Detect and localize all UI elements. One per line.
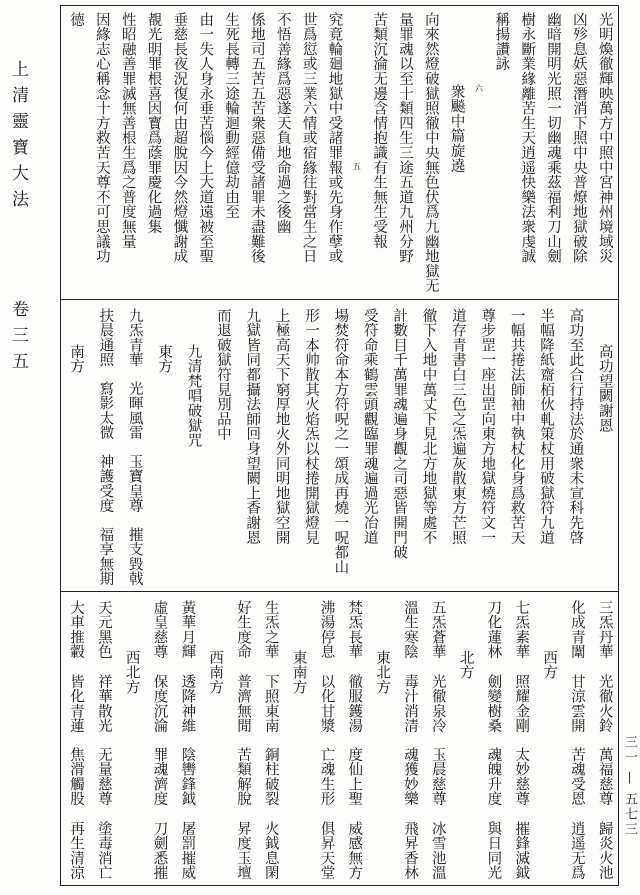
- verse-column: [97, 308, 112, 586]
- verse-phrase: 銅柱破裂: [262, 747, 279, 807]
- text-column: 受符命乘鶴雲頭觀臨罪魂遍過光冶道: [361, 308, 378, 545]
- volume-label: 卷三五: [8, 300, 28, 378]
- text-column: 徹下入地中萬丈下見北方地獄等處不: [420, 308, 437, 545]
- verse-phrase: 塗毒消亡: [95, 820, 112, 880]
- verse-column: [569, 600, 584, 880]
- section-mark: 五: [352, 162, 362, 170]
- page-number: 三一 — 五七三: [622, 735, 637, 838]
- verse-phrase: 玉晨慈尊: [429, 747, 446, 807]
- verse-column: [430, 600, 445, 880]
- verse-column: [127, 308, 142, 586]
- verse-phrase: 普濟無閒: [234, 673, 251, 733]
- text-column: 覩光明罪根喜因寳爲蔭罪慶化過集: [145, 12, 162, 234]
- verse-phrase: 光徹火鈴: [596, 673, 613, 733]
- verse-column: [151, 600, 166, 880]
- verse-phrase: 苦類解脫: [234, 747, 251, 807]
- verse-phrase: 摧鋒滅鉞: [513, 820, 530, 880]
- verse-phrase: 苦魂受恩: [568, 747, 585, 807]
- register-divider: [61, 299, 618, 300]
- text-column: 道存青書白三色之炁遍灰散東方芒照: [449, 308, 466, 545]
- verse-phrase: 化成青闈: [568, 600, 585, 660]
- text-column: 究竟輪廻地獄中受諸罪報或先身作孽或: [326, 12, 343, 264]
- section-heading: 西方: [541, 650, 558, 680]
- verse-phrase: 三炁丹華: [596, 600, 613, 660]
- text-column: 而退破獄符見別品中: [214, 308, 231, 442]
- verse-phrase: 罪魂濟度: [151, 747, 168, 807]
- verse-column: [235, 600, 250, 880]
- text-column: 光明煥徹輝映萬方中照中宮神州境域災: [596, 12, 613, 264]
- verse-phrase: 黃華月輝: [179, 600, 196, 660]
- verse-phrase: 寫影太微: [97, 380, 114, 441]
- text-column: 量罪魂以至十類四生三途五道九州分野: [396, 12, 413, 264]
- section-heading: 北方: [457, 650, 474, 680]
- verse-column: [318, 600, 333, 880]
- text-column: 形一本帅散其火焰炁以杖捲開獄燈見: [303, 308, 319, 545]
- verse-phrase: 天元黑色: [95, 600, 112, 660]
- verse-phrase: 逍遥无爲: [568, 820, 585, 880]
- verse-phrase: 萬福慈尊: [596, 747, 613, 807]
- verse-phrase: 以化甘漿: [318, 673, 335, 733]
- verse-phrase: 與日同光: [485, 820, 502, 880]
- verse-phrase: 魂魄升度: [485, 747, 502, 807]
- upper-register: [68, 12, 612, 295]
- verse-column: [346, 600, 361, 880]
- verse-column: [513, 600, 528, 880]
- verse-phrase: 甘涼雲開: [568, 673, 585, 733]
- verse-phrase: 度仙上聖: [346, 747, 363, 807]
- text-column: 德: [68, 12, 84, 27]
- section-heading: 九清梵唱破獄咒: [185, 344, 202, 448]
- verse-phrase: 扶晨通照: [97, 308, 114, 368]
- verse-phrase: 威感無方: [346, 820, 363, 880]
- section-mark: 六: [474, 84, 484, 92]
- text-column: 向來然燈破獄照徹中央無色伏爲九幽地獄无: [422, 12, 439, 294]
- verse-phrase: 飛昇香林: [401, 820, 418, 880]
- verse-phrase: 梵炁長華: [346, 600, 363, 660]
- verse-column: [402, 600, 417, 880]
- verse-phrase: 透降神維: [179, 673, 196, 733]
- verse-phrase: 焦滑觸股: [68, 747, 84, 807]
- verse-column: [179, 600, 194, 880]
- verse-phrase: 徹服鑊湯: [346, 673, 363, 733]
- verse-phrase: 保度沉淪: [151, 673, 168, 733]
- section-heading: 東北方: [374, 650, 391, 695]
- section-heading: 東方: [156, 344, 173, 374]
- text-column: 不悟善緣爲惡遂天負地命過之後幽: [274, 12, 291, 234]
- text-column: 凶殄息妖惡潛消下照中央普燎地獄破除: [570, 12, 587, 264]
- verse-phrase: 魂獲妙樂: [401, 747, 418, 807]
- verse-phrase: 好生度命: [234, 600, 251, 660]
- middle-register: [68, 308, 612, 586]
- verse-phrase: 屠罰摧威: [179, 820, 196, 880]
- verse-phrase: 沸湯停息: [318, 600, 335, 660]
- verse-phrase: 五炁蒼華: [429, 600, 446, 660]
- verse-phrase: 生炁之華: [262, 600, 279, 660]
- verse-phrase: 劍變樹桑: [485, 673, 502, 733]
- text-column: 尊步罡一座出罡向東方地獄燒符文一: [479, 308, 496, 545]
- verse-phrase: 无量慈尊: [95, 747, 112, 807]
- verse-phrase: 溫生寒陰: [401, 600, 418, 660]
- verse-phrase: 福享無期: [97, 526, 114, 586]
- text-column: 世爲愆或三業六情或宿緣往對當生之日: [300, 12, 317, 264]
- text-column: 九獄皆同都攝法師回身望闕上香謝恩: [244, 308, 261, 545]
- verse-phrase: 大車推轂: [68, 600, 84, 660]
- verse-phrase: 毒汁消清: [401, 673, 418, 733]
- section-heading: 西南方: [207, 650, 224, 695]
- verse-phrase: 玉寶皇尊: [126, 453, 143, 514]
- verse-column: [263, 600, 278, 880]
- section-heading: 東南方: [290, 650, 307, 695]
- text-column: 稱揚讚詠: [493, 12, 510, 72]
- verse-phrase: 刀化蓮林: [485, 600, 502, 660]
- verse-phrase: 亡魂生形: [318, 747, 335, 807]
- verse-column: [68, 600, 83, 880]
- text-column: 係地司五苦五苦衆惡備受諸罪未盡難後: [248, 12, 265, 264]
- verse-phrase: 陰轡鋒鉞: [179, 747, 196, 807]
- text-column: 上極高天下窮厚地火外同明地獄空開: [273, 308, 290, 545]
- text-column: 樹永斷業緣離苦生天逍遥快樂法衆虔誠: [519, 12, 536, 264]
- text-column: 垂慈長夜況復何由超脫因今然燈懺謝成: [171, 12, 188, 264]
- verse-phrase: 摧支毀戟: [126, 526, 143, 586]
- verse-phrase: 下照東南: [262, 673, 279, 733]
- verse-phrase: 俱昇天堂: [318, 820, 335, 880]
- verse-phrase: 刀劍悉摧: [151, 820, 168, 880]
- verse-phrase: 皆化青蓮: [68, 673, 84, 733]
- verse-phrase: 昇度玉壇: [234, 820, 251, 880]
- verse-phrase: 虛皇慈尊: [151, 600, 168, 660]
- verse-column: [485, 600, 500, 880]
- running-title: 上清靈寶大法: [8, 60, 28, 216]
- verse-phrase: 再生清涼: [68, 820, 84, 880]
- text-column: 半幅降紙齋栢伙軋策杖用破獄符九道: [538, 308, 554, 545]
- section-heading: 衆飈中篇旋遶: [448, 84, 465, 173]
- verse-phrase: 太妙慈尊: [513, 747, 530, 807]
- verse-phrase: 九炁青華: [126, 308, 143, 368]
- text-column: 因緣志心稱念十方救苦天尊不可思議功: [93, 12, 110, 264]
- section-heading: 西北方: [123, 650, 140, 695]
- text-column: 幽暗開明光照一切幽魂乘茲福利刀山劍: [545, 12, 562, 264]
- text-column: 苦類沉淪无邊含情抱識有生無生受報: [371, 12, 388, 249]
- verse-phrase: 光徹泉冷: [429, 673, 446, 733]
- text-column: 計數目千萬罪魂遍身觀之司惡皆開門破: [391, 308, 408, 560]
- verse-column: [96, 600, 111, 880]
- lower-register: [68, 600, 612, 880]
- section-heading: 南方: [68, 344, 84, 374]
- verse-phrase: 照耀金剛: [513, 673, 530, 733]
- text-column: 由一失人身永垂苦惱今上大道遠被至聖: [197, 12, 214, 264]
- section-heading: 高功望闕謝恩: [596, 344, 613, 433]
- verse-phrase: 神護受度: [97, 453, 114, 514]
- text-column: 場焚符命本方符呪之一頌成再燒一呪都山: [332, 308, 349, 575]
- text-column: 一幅共捲法師袖中執杖化身爲救苦天: [508, 308, 525, 545]
- verse-phrase: 歸炎火池: [596, 820, 613, 880]
- verse-phrase: 光暉風雷: [126, 380, 143, 441]
- register-divider: [61, 591, 618, 592]
- text-column: 高功至此合行持法於通衆未宣科先啓: [567, 308, 584, 545]
- text-column: 性昭融善罪滅無善根生爲之普度無量: [119, 12, 136, 249]
- text-column: 生死長轉三途輪迴動經億劫由至: [223, 12, 240, 220]
- verse-phrase: 祥華散光: [95, 673, 112, 733]
- verse-phrase: 火鉞息閑: [262, 820, 279, 880]
- verse-phrase: 冰雪池溫: [429, 820, 446, 880]
- verse-column: [597, 600, 612, 880]
- verse-phrase: 七炁素華: [513, 600, 530, 660]
